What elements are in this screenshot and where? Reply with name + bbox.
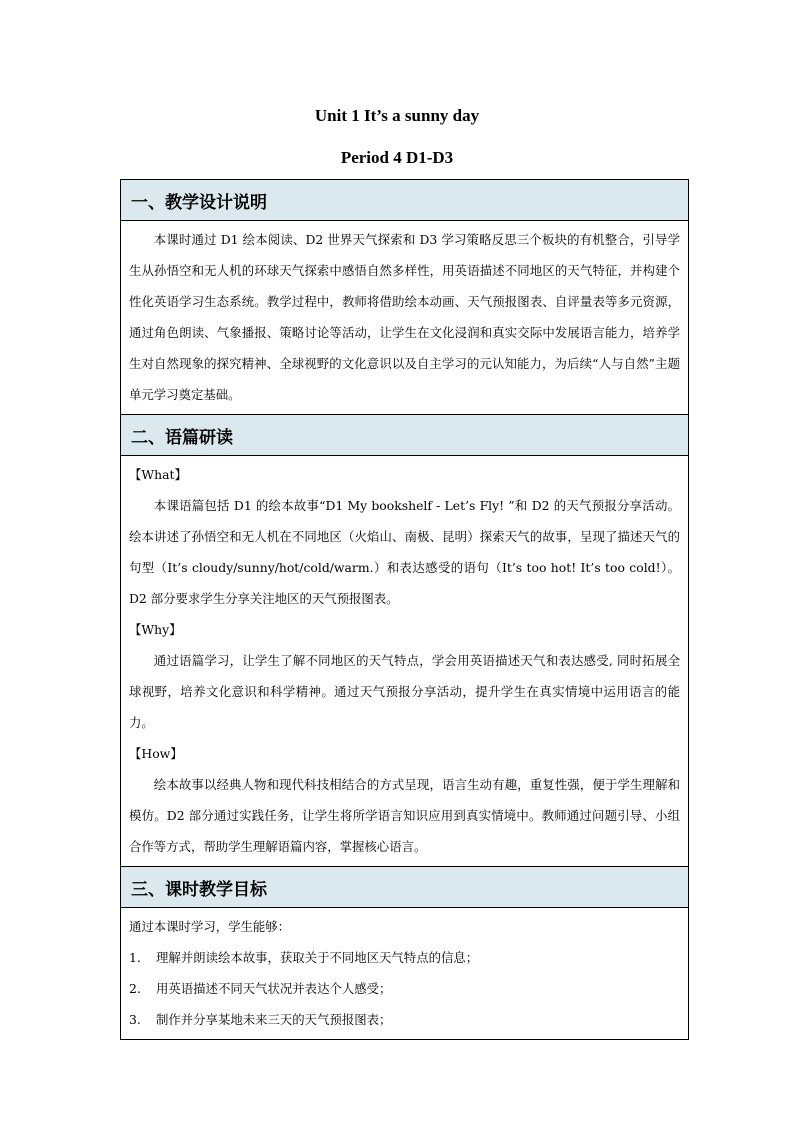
section-heading-design: 一、教学设计说明 [121, 180, 689, 221]
section-body-design [121, 221, 689, 415]
why-paragraph: 通过语篇学习，让学生了解不同地区的天气特点，学会用英语描述天气和表达感受, 同时拓展全球视野，培养文化意识和科学精神。通过天气预报分享活动，提升学生在真实情境中运用语言的能力。 [129, 653, 680, 730]
document-title: Unit 1 It’s a sunny day [314, 106, 480, 125]
what-paragraph: 本课语篇包括 D1 的绘本故事“D1 My bookshelf - Let’s Fly! ”和 D2 的天气预报分享活动。绘本讲述了孙悟空和无人机在不同地区（火焰山、南极、昆明）探索天气的故事，呈现了描述天气的句型（It’s cloudy/sunny/hot/cold/warm.）和表达感受的语句（It’s too hot! It’s too cold!）。D2 部分要求学生分享关注地区的天气预报图表。 [129, 498, 680, 606]
what-label: 【What】 [129, 467, 187, 482]
goal-item [129, 942, 680, 973]
why-label: 【Why】 [129, 622, 182, 637]
section-body-reading [121, 456, 689, 867]
goal-item [129, 1004, 680, 1035]
how-label: 【How】 [129, 746, 183, 761]
section-body-goals [121, 908, 689, 1040]
section-heading-goals: 三、课时教学目标 [121, 867, 689, 908]
goals-intro: 通过本课时学习，学生能够： [129, 919, 291, 934]
goal-number: 1. [129, 950, 141, 965]
goal-text: 用英语描述不同天气状况并表达个人感受； [156, 981, 392, 996]
goal-text: 理解并朗读绘本故事，获取关于不同地区天气特点的信息； [156, 950, 479, 965]
goal-number: 3. [129, 1012, 141, 1027]
goal-number: 2. [129, 981, 141, 996]
section-heading-reading: 二、语篇研读 [121, 415, 689, 456]
goal-text: 制作并分享某地未来三天的天气预报图表； [156, 1012, 392, 1027]
goal-item [129, 973, 680, 1004]
lesson-plan-table [120, 179, 689, 1040]
document-subtitle: Period 4 D1-D3 [340, 148, 454, 167]
design-paragraph: 本课时通过 D1 绘本阅读、D2 世界天气探索和 D3 学习策略反思三个板块的有机整合，引导学生从孙悟空和无人机的环球天气探索中感悟自然多样性，用英语描述不同地区的天气特征，并构建个性化英语学习生态系统。教学过程中，教师将借助绘本动画、天气预报图表、自评量表等多元资源，通过角色朗读、气象播报、策略讨论等活动，让学生在文化浸润和真实交际中发展语言能力，培养学生对自然现象的探究精神、全球视野的文化意识以及自主学习的元认知能力，为后续“人与自然”主题单元学习奠定基础。 [129, 232, 680, 402]
how-paragraph: 绘本故事以经典人物和现代科技相结合的方式呈现，语言生动有趣，重复性强，便于学生理解和模仿。D2 部分通过实践任务，让学生将所学语言知识应用到真实情境中。教师通过问题引导、小组合作等方式，帮助学生理解语篇内容，掌握核心语言。 [129, 777, 680, 854]
